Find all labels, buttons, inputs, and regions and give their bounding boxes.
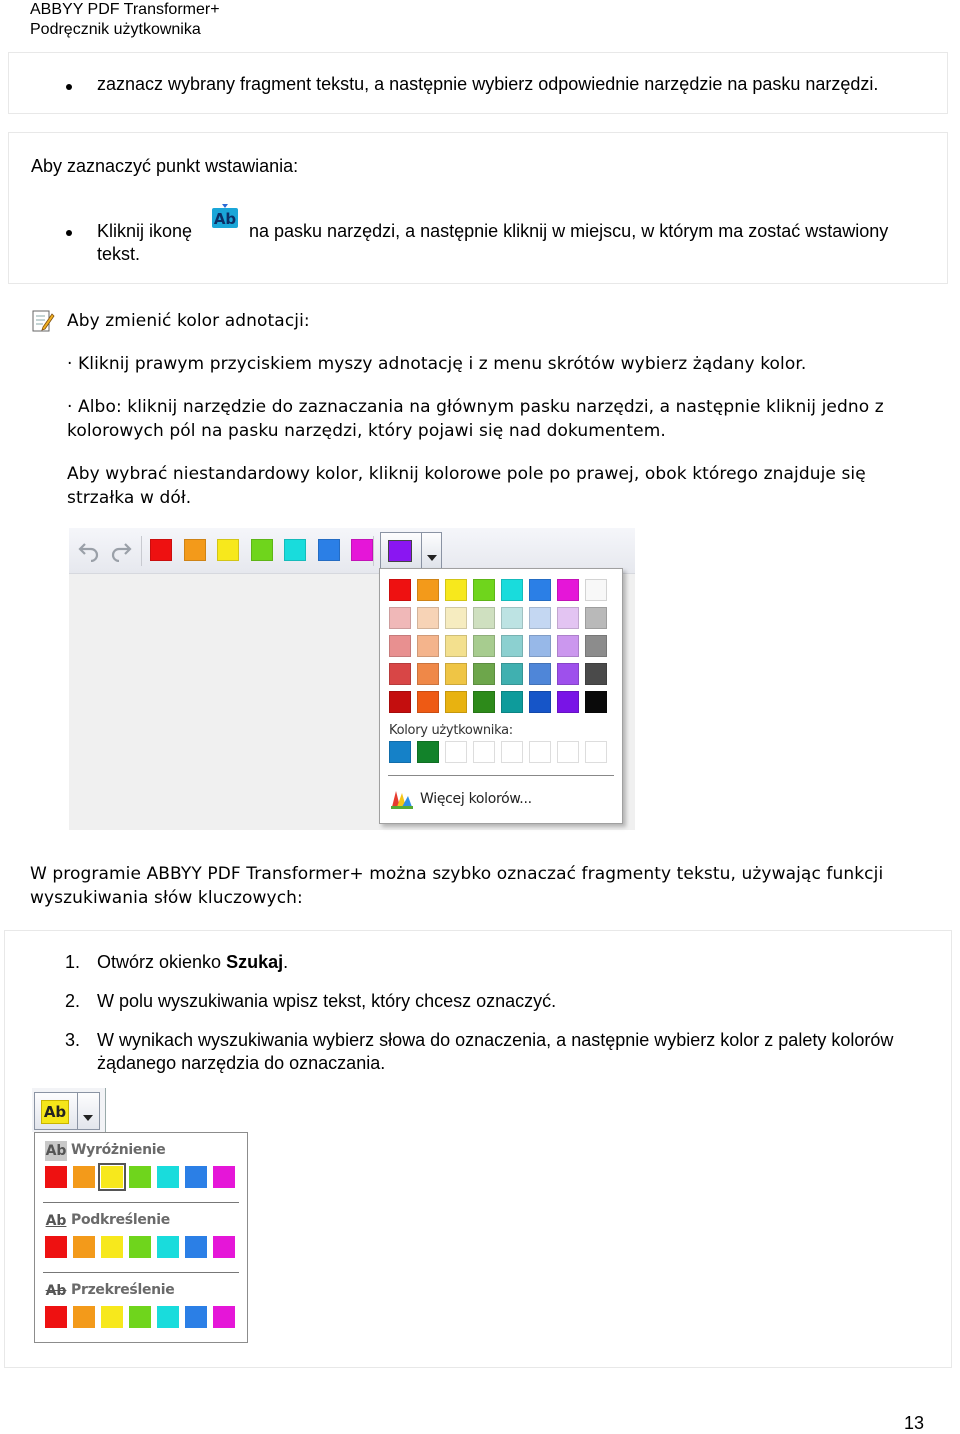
palette-color-swatch[interactable] bbox=[473, 663, 495, 685]
step-2-text: W polu wyszukiwania wpisz tekst, który chcesz oznaczyć. bbox=[97, 991, 557, 1011]
palette-color-swatch[interactable] bbox=[445, 635, 467, 657]
palette-color-swatch[interactable] bbox=[473, 607, 495, 629]
toolbar-color-swatch[interactable] bbox=[184, 539, 206, 561]
search-pane-name: Szukaj bbox=[226, 952, 284, 972]
palette-color-swatch[interactable] bbox=[417, 607, 439, 629]
toolbar-color-swatch[interactable] bbox=[217, 539, 239, 561]
bullet-text-after: na pasku narzędzi, a następnie kliknij w miejscu, w którym ma zostać wstawiony bbox=[249, 221, 889, 241]
palette-color-swatch[interactable] bbox=[557, 579, 579, 601]
toolbar-color-swatch[interactable] bbox=[251, 539, 273, 561]
step-1-text bbox=[97, 951, 288, 974]
bullet-dot bbox=[66, 84, 72, 90]
step-1-text-before: Otwórz okienko bbox=[97, 952, 227, 972]
user-colors-label: Kolory użytkownika: bbox=[389, 723, 513, 738]
user-color-swatch[interactable] bbox=[473, 741, 495, 763]
palette-color-swatch[interactable] bbox=[473, 579, 495, 601]
header-manual: Podręcznik użytkownika bbox=[30, 21, 201, 38]
markup-color-swatch[interactable] bbox=[213, 1236, 235, 1258]
color-dropdown-button[interactable] bbox=[380, 532, 442, 569]
markup-section-icon: Ab bbox=[45, 1143, 67, 1159]
markup-color-swatch[interactable] bbox=[157, 1236, 179, 1258]
more-colors-link[interactable]: Więcej kolorów... bbox=[420, 791, 532, 807]
toolbar-color-swatch[interactable] bbox=[351, 539, 373, 561]
palette-color-swatch[interactable] bbox=[389, 691, 411, 713]
chevron-down-icon[interactable] bbox=[83, 1108, 93, 1126]
palette-color-swatch[interactable] bbox=[445, 579, 467, 601]
palette-color-swatch[interactable] bbox=[501, 635, 523, 657]
palette-color-swatch[interactable] bbox=[389, 635, 411, 657]
markup-color-swatch[interactable] bbox=[213, 1306, 235, 1328]
palette-color-swatch[interactable] bbox=[529, 691, 551, 713]
toolbar-color-swatch[interactable] bbox=[150, 539, 172, 561]
chevron-down-icon[interactable] bbox=[427, 548, 437, 566]
insertion-intro: Aby zaznaczyć punkt wstawiania: bbox=[31, 156, 299, 176]
color-palette-popup bbox=[379, 568, 623, 824]
user-color-swatch[interactable] bbox=[529, 741, 551, 763]
markup-section-label: Podkreślenie bbox=[71, 1212, 170, 1228]
palette-color-swatch[interactable] bbox=[557, 663, 579, 685]
step-2-number: 2. bbox=[65, 991, 81, 1011]
palette-color-swatch[interactable] bbox=[529, 663, 551, 685]
palette-color-swatch[interactable] bbox=[501, 663, 523, 685]
selected-color-swatch bbox=[388, 540, 412, 562]
markup-color-swatch[interactable] bbox=[157, 1166, 179, 1188]
palette-color-swatch[interactable] bbox=[529, 579, 551, 601]
markup-popup bbox=[34, 1132, 248, 1343]
palette-color-swatch[interactable] bbox=[529, 635, 551, 657]
palette-color-swatch[interactable] bbox=[445, 663, 467, 685]
step-3-line2: żądanego narzędzia do oznaczania. bbox=[97, 1053, 386, 1073]
insert-icon-label: Ab bbox=[213, 210, 237, 228]
user-color-swatch[interactable] bbox=[445, 741, 467, 763]
markup-color-swatch[interactable] bbox=[185, 1166, 207, 1188]
palette-color-swatch[interactable] bbox=[501, 579, 523, 601]
markup-section-divider bbox=[43, 1272, 239, 1273]
markup-section-icon: Ab bbox=[45, 1283, 67, 1299]
markup-color-swatch[interactable] bbox=[45, 1306, 67, 1328]
toolbar-color-swatch[interactable] bbox=[318, 539, 340, 561]
custom-color-line1: Aby wybrać niestandardowy kolor, kliknij kolorowe pole po prawej, obok którego znajduje się bbox=[67, 464, 866, 484]
palette-color-swatch[interactable] bbox=[389, 607, 411, 629]
markup-tool-button[interactable] bbox=[34, 1092, 100, 1130]
user-color-swatch[interactable] bbox=[501, 741, 523, 763]
markup-color-swatch[interactable] bbox=[73, 1236, 95, 1258]
bullet-text: zaznacz wybrany fragment tekstu, a następnie wybierz odpowiednie narzędzie na pasku narzędzi. bbox=[97, 74, 879, 94]
search-intro-line1: W programie ABBYY PDF Transformer+ można szybko oznaczać fragmenty tekstu, używając funkcji bbox=[30, 864, 884, 884]
header-product: ABBYY PDF Transformer+ bbox=[30, 1, 220, 18]
markup-color-swatch[interactable] bbox=[101, 1236, 123, 1258]
search-intro-line2: wyszukiwania słów kluczowych: bbox=[30, 888, 303, 908]
palette-color-swatch[interactable] bbox=[585, 607, 607, 629]
palette-color-swatch[interactable] bbox=[417, 635, 439, 657]
toolbar-color-swatch[interactable] bbox=[284, 539, 306, 561]
palette-color-swatch[interactable] bbox=[501, 691, 523, 713]
insertion-point-box bbox=[8, 132, 948, 284]
note-item-1: · Kliknij prawym przyciskiem myszy adnotację i z menu skrótów wybierz żądany kolor. bbox=[67, 354, 807, 374]
step-3-number: 3. bbox=[65, 1030, 81, 1050]
highlight-tool-icon: Ab bbox=[41, 1100, 69, 1124]
markup-color-swatch[interactable] bbox=[45, 1236, 67, 1258]
markup-section-divider bbox=[43, 1202, 239, 1203]
markup-color-swatch[interactable] bbox=[185, 1306, 207, 1328]
markup-color-swatch[interactable] bbox=[129, 1166, 151, 1188]
palette-color-swatch[interactable] bbox=[417, 691, 439, 713]
user-color-swatch[interactable] bbox=[417, 741, 439, 763]
palette-color-swatch[interactable] bbox=[585, 691, 607, 713]
user-color-swatch[interactable] bbox=[585, 741, 607, 763]
palette-divider bbox=[388, 775, 614, 776]
markup-color-swatch[interactable] bbox=[101, 1306, 123, 1328]
palette-color-swatch[interactable] bbox=[473, 635, 495, 657]
markup-color-swatch[interactable] bbox=[101, 1166, 123, 1188]
palette-color-swatch[interactable] bbox=[389, 663, 411, 685]
markup-section-label: Przekreślenie bbox=[71, 1282, 175, 1298]
undo-icon[interactable] bbox=[77, 538, 101, 562]
palette-color-swatch[interactable] bbox=[389, 579, 411, 601]
markup-section-label: Wyróżnienie bbox=[71, 1142, 166, 1158]
user-color-swatch[interactable] bbox=[557, 741, 579, 763]
palette-color-swatch[interactable] bbox=[529, 607, 551, 629]
palette-color-swatch[interactable] bbox=[557, 691, 579, 713]
toolbar-separator bbox=[373, 536, 374, 566]
note-item-2-line2: kolorowych pól na pasku narzędzi, który pojawi się nad dokumentem. bbox=[67, 421, 666, 441]
page-number: 13 bbox=[904, 1413, 925, 1433]
bullet-box-1 bbox=[8, 52, 948, 114]
color-picker-screenshot bbox=[69, 528, 635, 830]
markup-color-swatch[interactable] bbox=[73, 1166, 95, 1188]
note-icon bbox=[31, 309, 55, 333]
step-1-number: 1. bbox=[65, 952, 81, 972]
bullet-text-before: Kliknij ikonę bbox=[97, 221, 193, 241]
palette-color-swatch[interactable] bbox=[501, 607, 523, 629]
palette-color-swatch[interactable] bbox=[417, 579, 439, 601]
note-title: Aby zmienić kolor adnotacji: bbox=[67, 311, 310, 331]
markup-color-swatch[interactable] bbox=[185, 1236, 207, 1258]
palette-color-swatch[interactable] bbox=[585, 635, 607, 657]
palette-color-swatch[interactable] bbox=[445, 607, 467, 629]
more-colors-icon[interactable] bbox=[390, 787, 414, 811]
markup-tool-screenshot bbox=[32, 1088, 248, 1344]
palette-color-swatch[interactable] bbox=[585, 579, 607, 601]
markup-color-swatch[interactable] bbox=[45, 1166, 67, 1188]
step-3-line1: W wynikach wyszukiwania wybierz słowa do oznaczenia, a następnie wybierz kolor z palety kolorów bbox=[97, 1030, 894, 1050]
palette-color-swatch[interactable] bbox=[445, 691, 467, 713]
custom-color-line2: strzałka w dół. bbox=[67, 488, 192, 508]
note-item-2-line1: · Albo: kliknij narzędzie do zaznaczania na głównym pasku narzędzi, a następnie kliknij jedno z bbox=[67, 397, 884, 417]
redo-icon[interactable] bbox=[109, 538, 133, 562]
bullet-dot bbox=[66, 230, 72, 236]
palette-color-swatch[interactable] bbox=[417, 663, 439, 685]
step-1-text-after: . bbox=[283, 952, 289, 972]
markup-color-swatch[interactable] bbox=[213, 1166, 235, 1188]
palette-color-swatch[interactable] bbox=[557, 607, 579, 629]
palette-color-swatch[interactable] bbox=[557, 635, 579, 657]
markup-color-swatch[interactable] bbox=[73, 1306, 95, 1328]
markup-color-swatch[interactable] bbox=[129, 1236, 151, 1258]
toolbar-separator bbox=[141, 536, 142, 566]
palette-color-swatch[interactable] bbox=[585, 663, 607, 685]
user-color-swatch[interactable] bbox=[389, 741, 411, 763]
palette-color-swatch[interactable] bbox=[473, 691, 495, 713]
bullet-text-cont: tekst. bbox=[97, 244, 141, 264]
insert-text-icon bbox=[211, 203, 239, 231]
markup-section-icon: Ab bbox=[45, 1213, 67, 1229]
markup-color-swatch[interactable] bbox=[157, 1306, 179, 1328]
markup-color-swatch[interactable] bbox=[129, 1306, 151, 1328]
